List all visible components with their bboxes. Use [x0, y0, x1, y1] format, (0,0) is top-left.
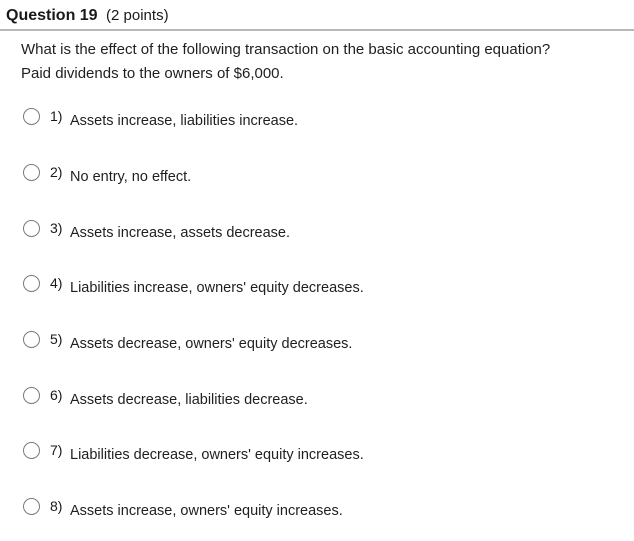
option-number: 7): [50, 442, 63, 458]
option-number: 1): [50, 108, 63, 124]
option-label: Assets decrease, owners' equity decreases.: [70, 336, 353, 352]
option-number: 5): [50, 331, 63, 347]
prompt-line: What is the effect of the following transaction on the basic accounting equation?: [21, 41, 551, 58]
radio-button[interactable]: [23, 108, 40, 125]
question-prompt: [21, 38, 626, 86]
option-label: No entry, no effect.: [70, 169, 192, 185]
radio-button[interactable]: [23, 442, 40, 459]
option-label: Assets increase, owners' equity increases.: [70, 503, 343, 519]
radio-button[interactable]: [23, 164, 40, 181]
radio-button[interactable]: [23, 220, 40, 237]
radio-button[interactable]: [23, 275, 40, 292]
option-number: 6): [50, 387, 63, 403]
option-label: Assets increase, liabilities increase.: [70, 113, 299, 129]
option-label: Assets increase, assets decrease.: [70, 225, 291, 241]
question-points: (2 points): [106, 7, 169, 24]
question-header: [6, 4, 169, 28]
option-label: Liabilities increase, owners' equity decreases.: [70, 280, 364, 296]
option-number: 4): [50, 275, 63, 291]
option-label: Liabilities decrease, owners' equity increases.: [70, 447, 364, 463]
question-number: Question 19: [6, 7, 98, 24]
radio-button[interactable]: [23, 387, 40, 404]
header-divider: [0, 29, 634, 31]
radio-button[interactable]: [23, 331, 40, 348]
option-label: Assets decrease, liabilities decrease.: [70, 392, 308, 408]
radio-button[interactable]: [23, 498, 40, 515]
option-number: 8): [50, 498, 63, 514]
prompt-line: Paid dividends to the owners of $6,000.: [21, 65, 284, 82]
option-number: 2): [50, 164, 63, 180]
option-number: 3): [50, 220, 63, 236]
